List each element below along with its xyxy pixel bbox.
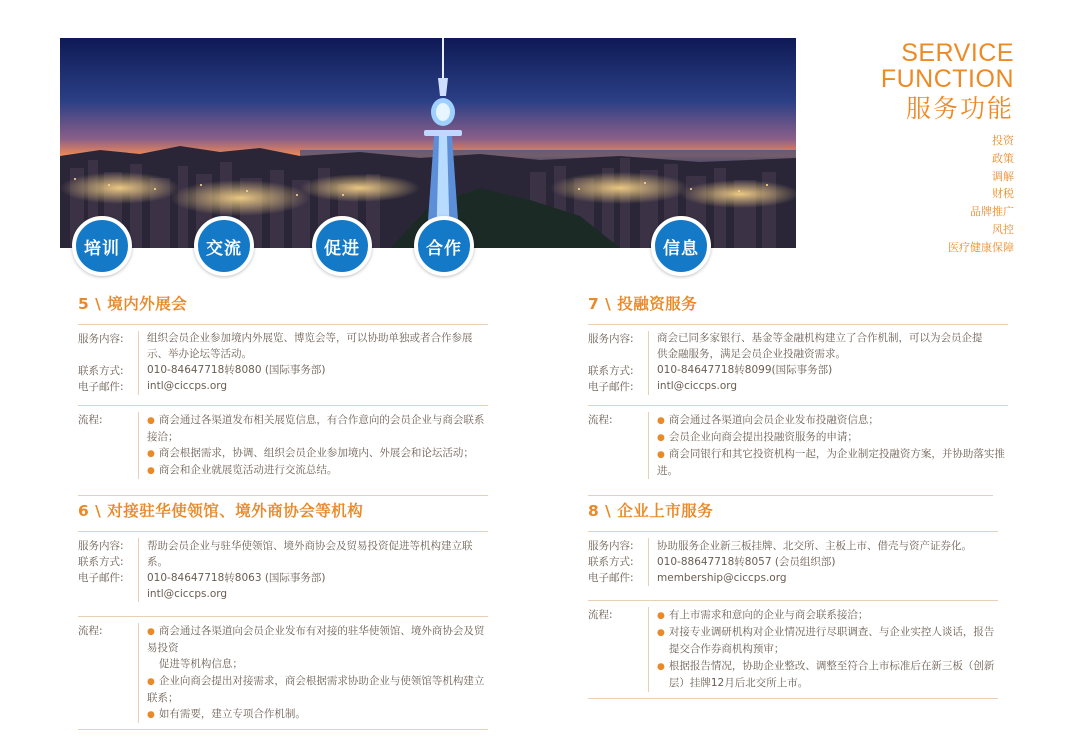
- flow-step: ● 有上市需求和意向的企业与商会联系接洽；: [657, 609, 869, 621]
- bullet-icon: ●: [147, 627, 155, 637]
- bullet-icon: ●: [657, 662, 665, 672]
- bullet-icon: ●: [657, 450, 665, 460]
- email-value[interactable]: intl@ciccps.org: [147, 380, 228, 392]
- service-function-heading: [881, 40, 1014, 122]
- divider: [78, 729, 488, 730]
- service-item: 政策: [992, 151, 1014, 165]
- flow-step-continued: 提交合作券商机构预审；: [668, 643, 785, 655]
- label-content: 服务内容:: [588, 540, 634, 552]
- label-email: 电子邮件:: [588, 381, 634, 393]
- section-title: 5 \ 境内外展会: [78, 295, 188, 313]
- label-content: 服务内容:: [588, 333, 634, 345]
- phone-value: 010-84647718转8063 (国际事务部): [147, 572, 326, 584]
- bullet-icon: ●: [657, 416, 665, 426]
- section-title: 7 \ 投融资服务: [588, 295, 698, 313]
- flow-step: ● 商会根据需求，协调、组织会员企业参加境内、外展会和论坛活动；: [147, 447, 474, 459]
- flow-block: [588, 412, 1008, 479]
- bullet-icon: ●: [657, 611, 665, 621]
- label-email: 电子邮件:: [78, 381, 124, 393]
- vertical-divider: [648, 331, 649, 395]
- service-item: 调解: [992, 169, 1014, 183]
- service-item: 医疗健康保障: [948, 240, 1014, 254]
- vertical-divider: [648, 538, 649, 586]
- label-email: 电子邮件:: [588, 572, 634, 584]
- divider: [588, 405, 1008, 406]
- vertical-divider: [138, 412, 139, 479]
- label-contact: 联系方式:: [78, 365, 124, 377]
- content-line: 商会已同多家银行、基金等金融机构建立了合作机制，可以为会员企提: [657, 332, 983, 344]
- label-email: 电子邮件:: [78, 572, 124, 584]
- bullet-icon: ●: [657, 433, 665, 443]
- divider: [78, 324, 488, 325]
- divider: [588, 600, 998, 601]
- bullet-icon: ●: [147, 677, 155, 687]
- tag-exchange: 交流: [194, 216, 254, 276]
- vertical-divider: [648, 412, 649, 479]
- bullet-icon: ●: [147, 710, 155, 720]
- flow-step-continued: 促进等机构信息；: [158, 658, 243, 670]
- divider: [78, 616, 488, 617]
- section-title: 6 \ 对接驻华使领馆、境外商协会等机构: [78, 502, 364, 520]
- email-value[interactable]: intl@ciccps.org: [147, 588, 228, 600]
- service-function-list: [948, 132, 1014, 257]
- flow-block: [78, 623, 488, 723]
- bullet-icon: ●: [657, 628, 665, 638]
- vertical-divider: [138, 538, 139, 602]
- info-block: [588, 538, 998, 586]
- service-item: 品牌推广: [970, 205, 1014, 219]
- tag-information: 信息: [651, 216, 711, 276]
- flow-step: ● 如有需要，建立专项合作机制。: [147, 708, 306, 720]
- label-contact: 联系方式:: [78, 556, 124, 568]
- content-line: 协助服务企业新三板挂牌、北交所、主板上市、借壳与资产证券化。: [657, 540, 972, 552]
- flow-block: [588, 607, 998, 692]
- info-block: [78, 538, 488, 602]
- label-flow: 流程:: [588, 609, 613, 621]
- service-title-en-2: FUNCTION: [880, 65, 1014, 93]
- email-value[interactable]: intl@ciccps.org: [657, 380, 738, 392]
- bullet-icon: ●: [147, 449, 155, 459]
- section-embassies: [78, 499, 488, 730]
- flow-step-continued: 层）挂牌12月后北交所上市。: [668, 677, 809, 689]
- flow-step: ● 商会通过各渠道向会员企业发布有对接的驻华使领馆、境外商协会及贸易投资: [147, 625, 485, 654]
- content-line: 组织会员企业参加境内外展览、博览会等，可以协助单独或者合作参展: [147, 332, 473, 344]
- tag-training: 培训: [72, 216, 132, 276]
- label-flow: 流程:: [78, 414, 103, 426]
- vertical-divider: [138, 331, 139, 395]
- label-flow: 流程:: [588, 414, 613, 426]
- flow-step: ● 商会同银行和其它投资机构一起，为企业制定投融资方案，并协助落实推进。: [657, 448, 1005, 477]
- flow-step: ● 商会通过各渠道向会员企业发布投融资信息；: [657, 414, 879, 426]
- service-item: 风控: [992, 222, 1014, 236]
- flow-step: ● 商会和企业就展览活动进行交流总结。: [147, 464, 338, 476]
- flow-block: [78, 412, 488, 479]
- info-block: [588, 331, 1008, 395]
- tag-cooperation: 合作: [414, 216, 474, 276]
- content-line: 帮助会员企业与驻华使领馆、境外商协会及贸易投资促进等机构建立联系。: [147, 540, 473, 568]
- divider: [588, 324, 1008, 325]
- flow-step: ● 对接专业调研机构对企业情况进行尽职调查、与企业实控人谈话，报告: [657, 626, 995, 638]
- vertical-divider: [138, 623, 139, 723]
- info-block: [78, 331, 488, 395]
- phone-value: 010-84647718转8080 (国际事务部): [147, 364, 326, 376]
- divider: [588, 495, 993, 496]
- phone-value: 010-88647718转8057 (会员组织部): [657, 556, 836, 568]
- section-ipo-services: [588, 499, 998, 699]
- label-contact: 联系方式:: [588, 556, 634, 568]
- label-contact: 联系方式:: [588, 365, 634, 377]
- label-content: 服务内容:: [78, 540, 124, 552]
- email-value[interactable]: membership@ciccps.org: [657, 572, 787, 584]
- divider: [588, 698, 998, 699]
- flow-step: ● 根据报告情况，协助企业整改、调整至符合上市标准后在新三板（创新: [657, 660, 995, 672]
- bullet-icon: ●: [147, 466, 155, 476]
- section-investment-financing: [588, 292, 1008, 496]
- flow-step: ● 商会通过各渠道发布相关展览信息，有合作意向的会员企业与商会联系接洽；: [147, 414, 485, 443]
- content-line: 示、举办论坛等活动。: [147, 347, 252, 360]
- divider: [588, 531, 998, 532]
- label-flow: 流程:: [78, 625, 103, 637]
- tag-promotion: 促进: [312, 216, 372, 276]
- divider: [78, 405, 488, 406]
- service-item: 财税: [992, 187, 1014, 201]
- bullet-icon: ●: [147, 416, 155, 426]
- divider: [78, 531, 488, 532]
- content-line: 供金融服务，满足会员企业投融资需求。: [657, 347, 846, 360]
- service-title-en-1: SERVICE: [901, 39, 1014, 67]
- divider: [78, 495, 488, 496]
- section-exhibitions: [78, 292, 488, 496]
- section-title: 8 \ 企业上市服务: [588, 502, 714, 520]
- label-content: 服务内容:: [78, 333, 124, 345]
- service-title-cn: 服务功能: [905, 94, 1014, 123]
- flow-step: ● 企业向商会提出对接需求，商会根据需求协助企业与使领馆等机构建立联系；: [147, 675, 485, 704]
- vertical-divider: [648, 607, 649, 692]
- flow-step: ● 会员企业向商会提出投融资服务的申请；: [657, 431, 858, 443]
- service-item: 投资: [992, 134, 1014, 147]
- phone-value: 010-84647718转8099(国际事务部): [657, 364, 833, 376]
